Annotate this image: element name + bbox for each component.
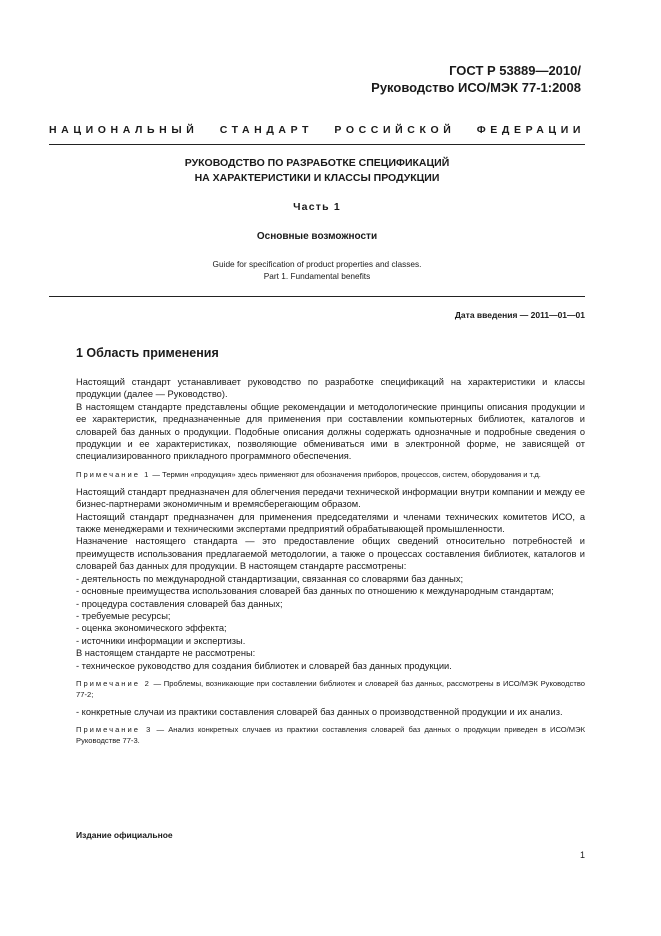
list-item: - деятельность по международной стандартизации, связанная со словарями баз данных; xyxy=(76,573,464,584)
title-line-2: НА ХАРАКТЕРИСТИКИ И КЛАССЫ ПРОДУКЦИИ xyxy=(194,172,440,184)
introduction-date: Дата введения — 2011—01—01 xyxy=(454,310,585,320)
paragraph: Настоящий стандарт устанавливает руководство по разработке спецификаций на характеристики и классы продукции (далее — Руководство). xyxy=(76,377,585,400)
page-number: 1 xyxy=(579,850,585,860)
top-rule xyxy=(49,144,585,145)
note xyxy=(76,724,585,746)
standard-identifier xyxy=(371,62,581,96)
list-item: - техническое руководство для создания библиотек и словарей баз данных продукции. xyxy=(76,660,452,671)
gost-number: ГОСТ Р 53889—2010/ xyxy=(449,63,581,78)
note xyxy=(76,469,585,480)
title-line-1: РУКОВОДСТВО ПО РАЗРАБОТКЕ СПЕЦИФИКАЦИЙ xyxy=(184,157,450,169)
list-item: - источники информации и экспертизы. xyxy=(76,635,246,646)
note-label: Примечание 2 xyxy=(76,678,151,688)
note-label: Примечание 3 xyxy=(76,725,153,735)
national-standard-banner: НАЦИОНАЛЬНЫЙ СТАНДАРТ РОССИЙСКОЙ ФЕДЕРАЦИИ xyxy=(49,124,585,136)
part-number: Часть 1 xyxy=(293,201,341,213)
paragraph: Настоящий стандарт предназначен для применения председателями и членами технических комитетов ИСО, а также менеджерами и техническими экспертами предприятий обрабатывающей промышленности. xyxy=(76,511,585,535)
paragraph: В настоящем стандарте представлены общие рекомендации и методологические принципы описания продукции и ее характеристик, предназначенные для применения при составлении компьютерных библиотек, каталогов и словарей баз данных о продукции. Подобные описания должны содержать однозначные и подробные сведения о продукции и ее характеристиках, позволяющие обмениваться ими в электронной форме, не зависящей от специализированного прикладного программного обеспечения. xyxy=(76,401,585,462)
note-text: — Анализ конкретных случаев из практики составления словарей баз данных о продукции приведен в ИСО/МЭК Руководстве 77-3. xyxy=(76,725,585,746)
english-title-line-2: Part 1. Fundamental benefits xyxy=(263,271,371,281)
official-edition-label: Издание официальное xyxy=(76,830,173,840)
paragraph: Назначение настоящего стандарта — это предоставление общих сведений относительно потребностей и преимуществ использования предлагаемой методологии, а также о процессах составления библиотек, каталогов и словарей баз данных для продукции. В настоящем стандарте рассмотрены: xyxy=(76,536,585,572)
paragraph: В настоящем стандарте не рассмотрены: xyxy=(76,648,256,659)
list-item: - требуемые ресурсы; xyxy=(76,610,171,621)
section-body xyxy=(76,376,585,746)
iso-guide-number: Руководство ИСО/МЭК 77-1:2008 xyxy=(371,80,581,95)
note-label: Примечание 1 xyxy=(76,469,151,479)
list-item: - конкретные случаи из практики составления словарей баз данных о производственной продукции и их анализ. xyxy=(76,706,563,717)
section-heading: 1 Область применения xyxy=(76,346,219,360)
list-item: - оценка экономического эффекта; xyxy=(76,623,227,634)
note xyxy=(76,678,585,700)
english-title xyxy=(49,258,585,282)
note-text: — Проблемы, возникающие при составлении библиотек и словарей баз данных, рассмотрены в ИСО/МЭК Руководство 77-2; xyxy=(76,678,585,699)
list-item: - процедура составления словарей баз данных; xyxy=(76,598,283,609)
english-title-line-1: Guide for specification of product properties and classes. xyxy=(212,259,422,269)
document-title xyxy=(49,156,585,186)
list-item: - основные преимущества использования словарей баз данных по отношению к международным стандартам; xyxy=(76,586,554,597)
paragraph: Настоящий стандарт предназначен для облегчения передачи технической информации внутри компании и между ее бизнес-партнерами экономичным и времясберегающим образом. xyxy=(76,486,585,510)
title-rule xyxy=(49,296,585,297)
part-subtitle: Основные возможности xyxy=(256,231,378,242)
note-text: — Термин «продукция» здесь применяют для обозначения приборов, процессов, систем, оборудования и т.д. xyxy=(150,469,541,479)
